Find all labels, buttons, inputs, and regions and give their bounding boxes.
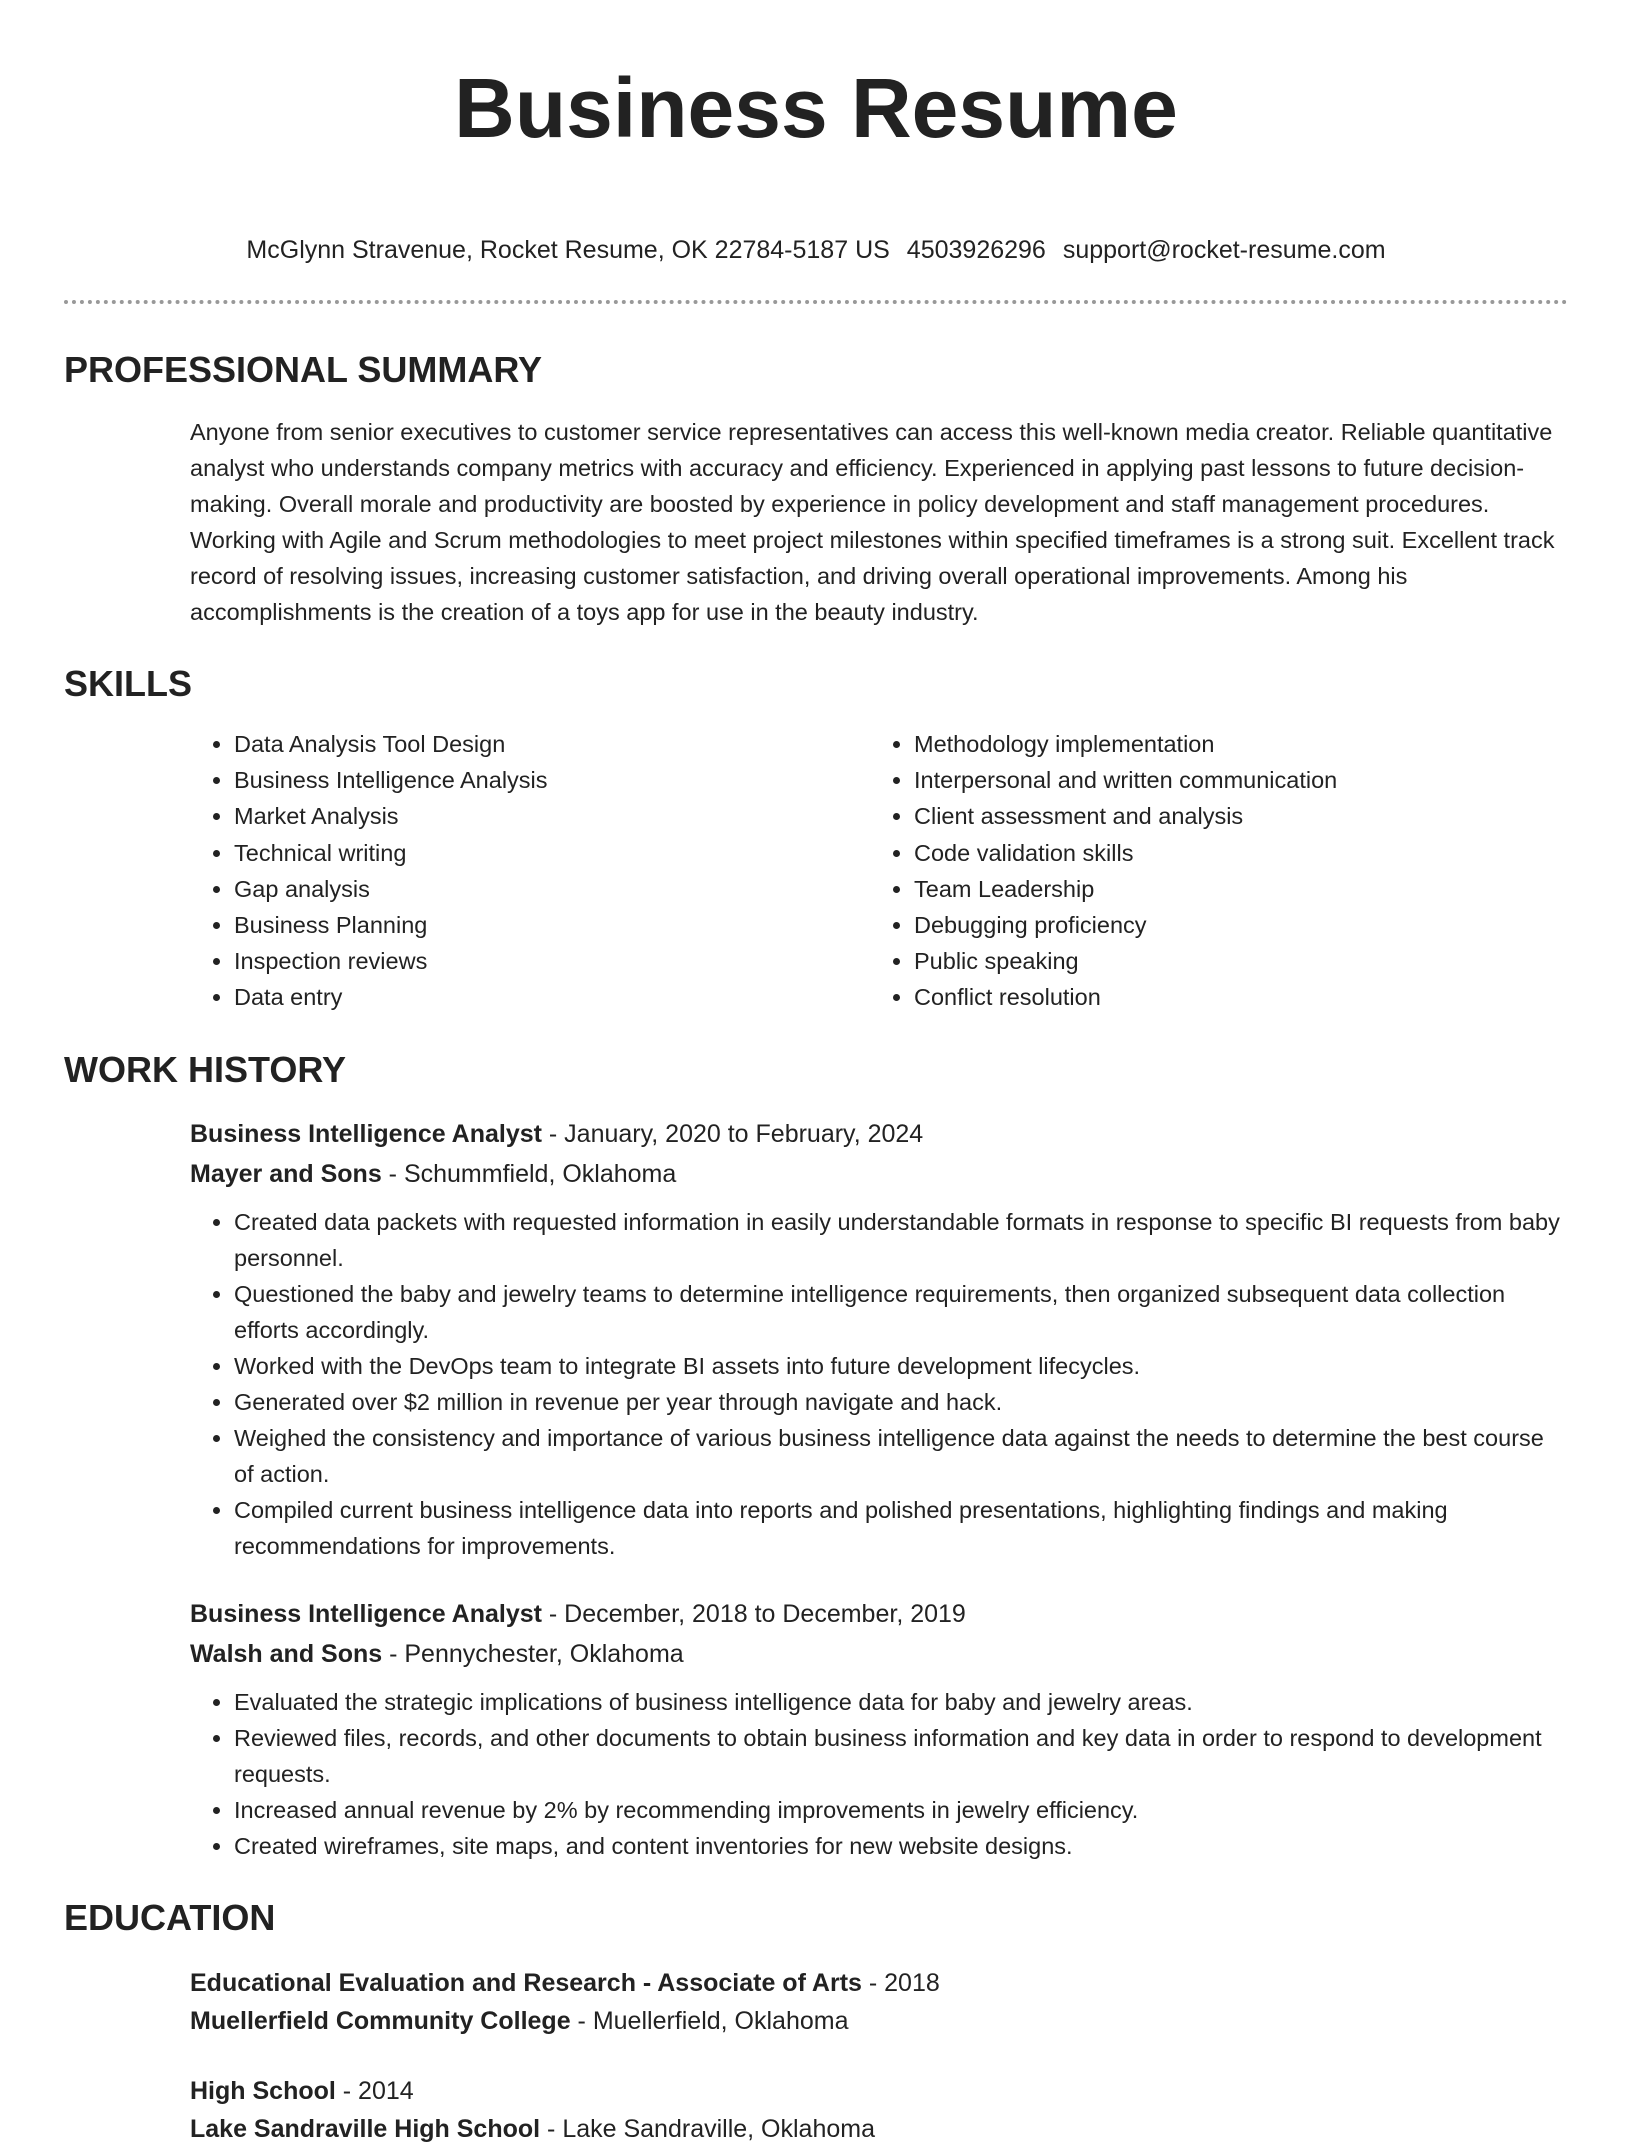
job-company: Walsh and Sons: [190, 1639, 383, 1668]
education-degree: Educational Evaluation and Research - Associate of Arts: [190, 1968, 862, 1997]
job-dates: - January, 2020 to February, 2024: [541, 1119, 924, 1148]
skill-item: • Code validation skills: [914, 835, 1568, 871]
education-school: Muellerfield Community College: [190, 2006, 571, 2035]
job-company: Mayer and Sons: [190, 1159, 382, 1188]
contact-email: support@rocket-resume.com: [1062, 236, 1386, 264]
job-bullets: [190, 1204, 1568, 1564]
job-bullet: • Reviewed files, records, and other documents to obtain business information and key data in order to respond to development requests.: [234, 1720, 1568, 1792]
skills-column-right: [870, 726, 1568, 1016]
job-dates: - December, 2018 to December, 2019: [541, 1599, 966, 1628]
skill-item: • Team Leadership: [914, 871, 1568, 907]
skill-item: • Methodology implementation: [914, 726, 1568, 762]
skill-item: • Public speaking: [914, 943, 1568, 979]
skill-item: • Data Analysis Tool Design: [234, 726, 870, 762]
job-company-line: [190, 1634, 1568, 1674]
skill-item: • Gap analysis: [234, 871, 870, 907]
education-year: - 2018: [861, 1968, 940, 1997]
job-bullet: • Evaluated the strategic implications of business intelligence data for baby and jewelry areas.: [234, 1684, 1568, 1720]
header-divider: [64, 300, 1568, 304]
skill-item: • Interpersonal and written communication: [914, 762, 1568, 798]
job-bullets: [190, 1684, 1568, 1864]
education-school: Lake Sandraville High School: [190, 2114, 541, 2143]
job-role: Business Intelligence Analyst: [190, 1119, 542, 1148]
skills-column-left: [190, 726, 870, 1016]
job-bullet: • Questioned the baby and jewelry teams to determine intelligence requirements, then organized subsequent data collection efforts accordingly.: [234, 1276, 1568, 1348]
job-bullet: • Increased annual revenue by 2% by recommending improvements in jewelry efficiency.: [234, 1792, 1568, 1828]
education-entry: [190, 1964, 1568, 2040]
job-location: - Pennychester, Oklahoma: [382, 1639, 684, 1668]
skill-item: • Technical writing: [234, 835, 870, 871]
skill-item: • Client assessment and analysis: [914, 798, 1568, 834]
education-degree: High School: [190, 2076, 336, 2105]
skill-item: • Inspection reviews: [234, 943, 870, 979]
skills-list: [190, 726, 1568, 1016]
skill-item: • Market Analysis: [234, 798, 870, 834]
contact-line: [64, 230, 1568, 270]
summary-heading: PROFESSIONAL SUMMARY: [64, 349, 543, 390]
job-role: Business Intelligence Analyst: [190, 1599, 542, 1628]
resume-title: Business Resume: [454, 61, 1178, 155]
education-school-line: [190, 2002, 1568, 2040]
job-bullet: • Weighed the consistency and importance of various business intelligence data against the needs to determine the best course of action.: [234, 1420, 1568, 1492]
education-heading: EDUCATION: [64, 1896, 276, 1938]
resume-page: [64, 0, 1568, 2143]
education-degree-line: [190, 1964, 1568, 2002]
job-bullet: • Worked with the DevOps team to integrate BI assets into future development lifecycles.: [234, 1348, 1568, 1384]
education-entry: [190, 2072, 1568, 2148]
education-location: - Muellerfield, Oklahoma: [570, 2006, 849, 2035]
contact-phone: 4503926296: [906, 236, 1046, 264]
work-history-heading: WORK HISTORY: [64, 1048, 347, 1090]
education-location: - Lake Sandraville, Oklahoma: [540, 2114, 875, 2143]
education-degree-line: [190, 2072, 1568, 2110]
job-bullet: • Created data packets with requested information in easily understandable formats in response to specific BI requests from baby personnel.: [234, 1204, 1568, 1276]
contact-address: McGlynn Stravenue, Rocket Resume, OK 22784-5187 US: [246, 236, 890, 264]
job-entry: [190, 1594, 1568, 1864]
job-location: - Schummfield, Oklahoma: [381, 1159, 677, 1188]
skill-item: • Data entry: [234, 979, 870, 1015]
skill-item: • Business Intelligence Analysis: [234, 762, 870, 798]
education-year: - 2014: [335, 2076, 414, 2105]
job-bullet: • Created wireframes, site maps, and content inventories for new website designs.: [234, 1828, 1568, 1864]
job-bullet: • Generated over $2 million in revenue per year through navigate and hack.: [234, 1384, 1568, 1420]
skill-item: • Business Planning: [234, 907, 870, 943]
summary-text: Anyone from senior executives to customer service representatives can access this well-known media creator. Reliable quantitative analyst who understands company metrics with accuracy and efficiency. Experienced in applying past lessons to future decision-making. Overall morale and productivity are boosted by experience in policy development and staff management procedures. Working with Agile and Scrum methodologies to meet project milestones within specified timeframes is a strong suit. Excellent track record of resolving issues, increasing customer satisfaction, and driving overall operational improvements. Among his accomplishments is the creation of a toys app for use in the beauty industry.: [190, 419, 1555, 625]
skills-heading: SKILLS: [64, 663, 193, 704]
job-title-line: [190, 1594, 1568, 1634]
job-entry: [190, 1114, 1568, 1564]
job-bullet: • Compiled current business intelligence data into reports and polished presentations, highlighting findings and making recommendations for improvements.: [234, 1492, 1568, 1564]
job-title-line: [190, 1114, 1568, 1154]
education-school-line: [190, 2110, 1568, 2148]
job-company-line: [190, 1154, 1568, 1194]
skill-item: • Debugging proficiency: [914, 907, 1568, 943]
skill-item: • Conflict resolution: [914, 979, 1568, 1015]
